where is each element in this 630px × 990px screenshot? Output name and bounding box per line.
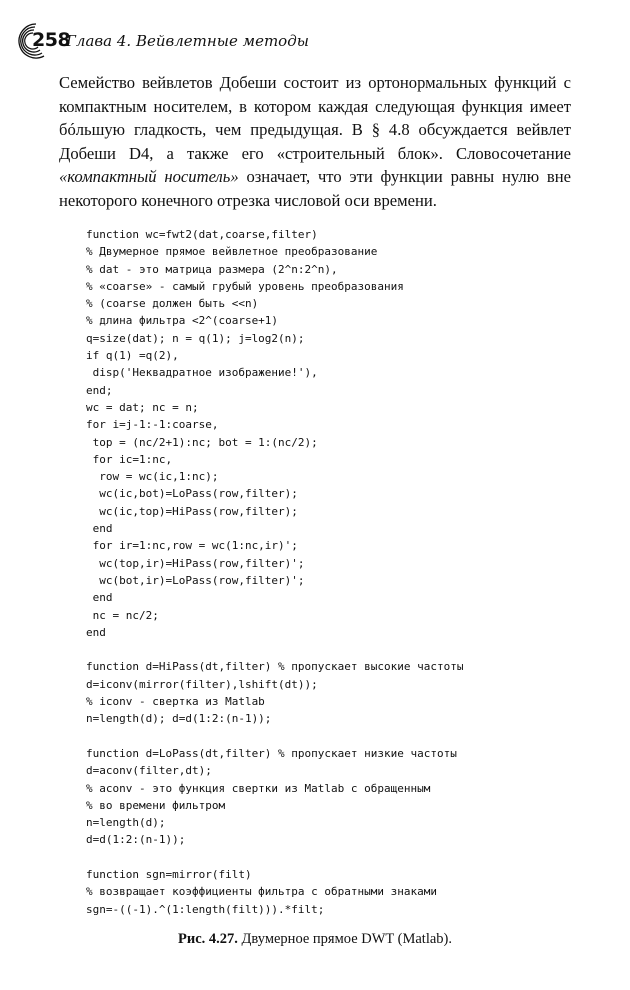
- code-line: for ir=1:nc,row = wc(1:nc,ir)';: [86, 539, 298, 553]
- caption-text: Двумерное прямое DWT (Matlab).: [237, 931, 452, 947]
- code-line: for ic=1:nc,: [86, 452, 173, 466]
- page-number-badge: [14, 20, 70, 60]
- code-line: for i=j-1:-1:coarse,: [86, 418, 219, 432]
- code-line: % (coarse должен быть <<n): [86, 297, 259, 311]
- code-line: d=d(1:2:(n-1));: [86, 833, 186, 847]
- code-line: q=size(dat); n = q(1); j=log2(n);: [86, 331, 305, 345]
- code-line: end: [86, 625, 106, 639]
- code-line: row = wc(ic,1:nc);: [86, 470, 219, 484]
- code-line: end;: [86, 383, 113, 397]
- code-block-lopass: [86, 745, 606, 849]
- intro-paragraph: [59, 71, 571, 212]
- code-line: top = (nc/2+1):nc; bot = 1:(nc/2);: [86, 435, 318, 449]
- code-block-hipass: [86, 658, 606, 727]
- code-line: % «coarse» - самый грубый уровень преобразования: [86, 279, 404, 293]
- code-line: wc = dat; nc = n;: [86, 400, 199, 414]
- code-line: sgn=-((-1).^(1:length(filt))).*filt;: [86, 902, 325, 916]
- code-block-mirror: [86, 866, 606, 918]
- code-line: % dat - это матрица размера (2^n:2^n),: [86, 262, 338, 276]
- intro-emphasis: «компактный носитель»: [59, 167, 239, 186]
- code-line: % Двумерное прямое вейвлетное преобразование: [86, 245, 378, 259]
- code-line: end: [86, 591, 113, 605]
- code-line: d=iconv(mirror(filter),lshift(dt));: [86, 677, 318, 691]
- code-line: if q(1) =q(2),: [86, 349, 179, 363]
- figure-caption: [0, 931, 630, 948]
- code-line: % aconv - это функция свертки из Matlab с обращенным: [86, 781, 431, 795]
- code-line: wc(bot,ir)=LoPass(row,filter)';: [86, 573, 305, 587]
- caption-label: Рис. 4.27.: [177, 931, 238, 947]
- code-line: function d=HiPass(dt,filter) % пропускает высокие частоты: [86, 660, 464, 674]
- code-line: wc(ic,top)=HiPass(row,filter);: [86, 504, 298, 518]
- code-line: function d=LoPass(dt,filter) % пропускает низкие частоты: [86, 746, 457, 760]
- page-number: 258: [32, 29, 71, 51]
- code-listing: [86, 226, 606, 918]
- code-block-fwt2: [86, 226, 606, 641]
- running-head: Глава 4. Вейвлетные методы: [66, 32, 309, 50]
- page-header: [14, 20, 614, 60]
- code-line: % во времени фильтром: [86, 798, 226, 812]
- intro-text-start: Семейство вейвлетов Добеши состоит из ортонормальных функций с компактным носителем, в котором каждая следующая функция имеет бóльшую гладкость, чем предыдущая. В § 4.8 обсуждается вейвлет Добеши D4, а также его «строительный блок». Словосочетание: [59, 73, 571, 163]
- code-line: wc(top,ir)=HiPass(row,filter)';: [86, 556, 305, 570]
- code-line: n=length(d); d=d(1:2:(n-1));: [86, 712, 272, 726]
- code-line: d=aconv(filter,dt);: [86, 764, 212, 778]
- code-line: function sgn=mirror(filt): [86, 867, 252, 881]
- code-line: nc = nc/2;: [86, 608, 159, 622]
- code-line: % длина фильтра <2^(coarse+1): [86, 314, 279, 328]
- code-line: wc(ic,bot)=LoPass(row,filter);: [86, 487, 298, 501]
- intro-text-end: означает, что эти функции равны нулю вне некоторого конечного отрезка числовой оси времени.: [59, 167, 572, 210]
- code-line: % iconv - свертка из Matlab: [86, 695, 265, 709]
- code-line: end: [86, 522, 113, 536]
- code-line: n=length(d);: [86, 816, 166, 830]
- code-line: disp('Неквадратное изображение!'),: [86, 366, 318, 380]
- code-line: % возвращает коэффициенты фильтра с обратными знаками: [86, 885, 437, 899]
- code-line: function wc=fwt2(dat,coarse,filter): [86, 228, 318, 241]
